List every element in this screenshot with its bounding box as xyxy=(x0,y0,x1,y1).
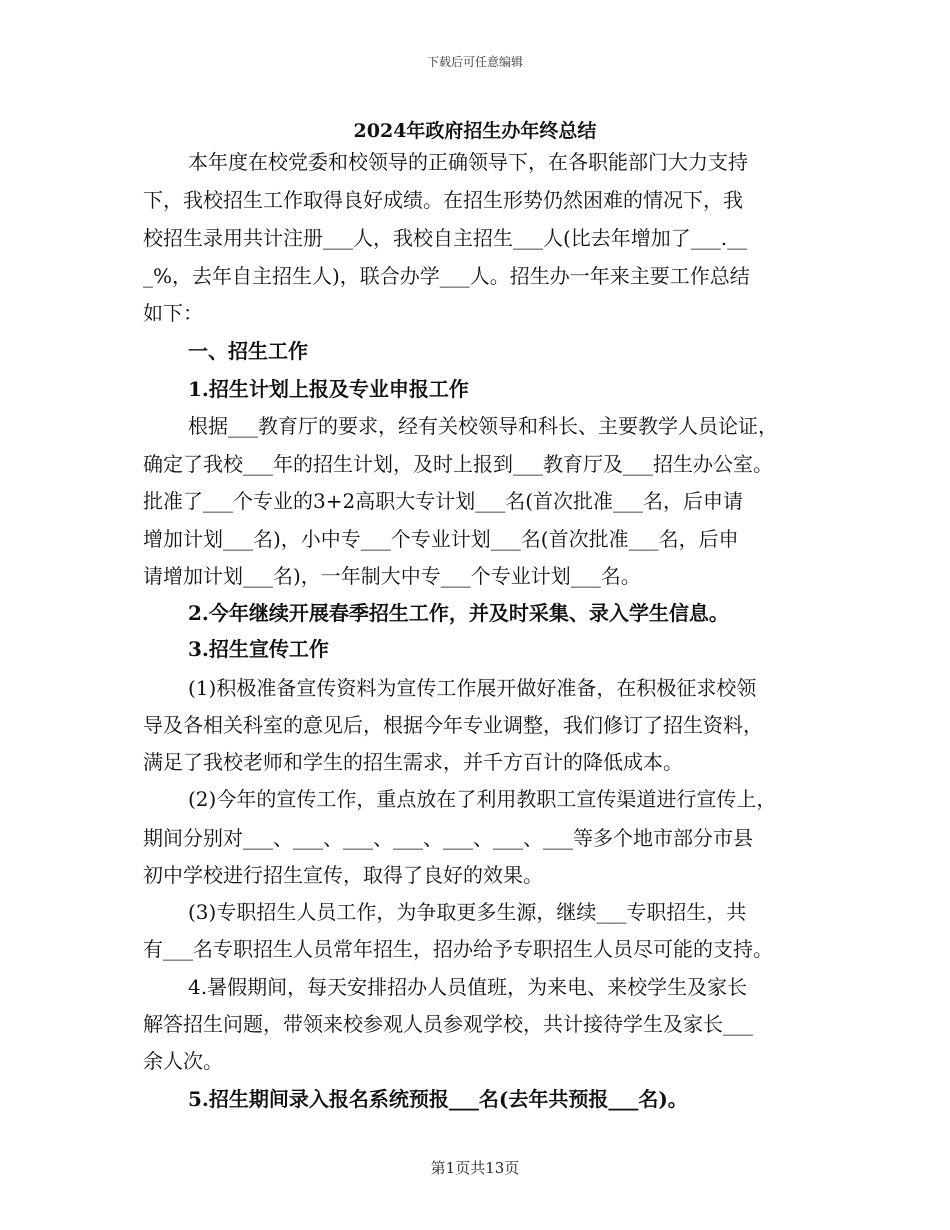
paragraph-line: (1)积极准备宣传资料为宣传工作展开做好准备，在积极征求校领 xyxy=(188,676,757,700)
paragraph-line: 确定了我校___年的招生计划，及时上报到___教育厅及___招生办公室。 xyxy=(143,452,773,476)
subsection-heading: 5.招生期间录入报名系统预报___名(去年共预报___名)。 xyxy=(188,1087,688,1111)
paragraph-line: 满足了我校老师和学生的招生需求，并千方百计的降低成本。 xyxy=(143,750,683,774)
paragraph-line: 本年度在校党委和校领导的正确领导下，在各职能部门大力支持 xyxy=(188,150,748,174)
paragraph-line: 根据___教育厅的要求，经有关校领导和科长、主要教学人员论证， xyxy=(188,414,778,438)
paragraph-line: 期间分别对___、___、___、___、___、___、___等多个地市部分市县 xyxy=(143,826,753,850)
paragraph-line: 请增加计划___名)，一年制大中专___个专业计划___名。 xyxy=(143,564,641,588)
paragraph-line: 如下： xyxy=(143,301,203,325)
paragraph-line: 有___名专职招生人员常年招生，招办给予专职招生人员尽可能的支持。 xyxy=(143,937,773,961)
paragraph-line: _%，去年自主招生人)，联合办学___人。招生办一年来主要工作总结 xyxy=(143,264,750,288)
paragraph-line: 余人次。 xyxy=(143,1049,223,1073)
paragraph-line: 初中学校进行招生宣传，取得了良好的效果。 xyxy=(143,863,543,887)
subsection-heading: 2.今年继续开展春季招生工作，并及时采集、录入学生信息。 xyxy=(188,601,729,625)
header-note: 下载后可任意编辑 xyxy=(426,55,523,69)
paragraph-line: 批准了___个专业的3+2高职大专计划___名(首次批准___名，后申请 xyxy=(143,489,744,513)
paragraph-line: (3)专职招生人员工作，为争取更多生源，继续___专职招生，共 xyxy=(188,900,747,924)
document-title: 2024年政府招生办年终总结 xyxy=(353,120,597,142)
page-footer: 第1页共13页 xyxy=(430,1159,520,1177)
section-heading: 一、招生工作 xyxy=(188,339,308,363)
paragraph-line: 下，我校招生工作取得良好成绩。在招生形势仍然困难的情况下，我 xyxy=(143,188,743,212)
paragraph-line: (2)今年的宣传工作，重点放在了利用教职工宣传渠道进行宣传上， xyxy=(188,787,777,811)
paragraph-line: 导及各相关科室的意见后，根据今年专业调整，我们修订了招生资料， xyxy=(143,713,763,737)
paragraph-line: 4.暑假期间，每天安排招办人员值班，为来电、来校学生及家长 xyxy=(188,975,748,999)
paragraph-line: 校招生录用共计注册___人，我校自主招生___人(比去年增加了___.__ xyxy=(143,226,748,250)
paragraph-line: 解答招生问题，带领来校参观人员参观学校，共计接待学生及家长___ xyxy=(143,1012,753,1036)
paragraph-line: 增加计划___名)，小中专___个专业计划___名(首次批准___名，后申 xyxy=(143,527,739,551)
subsection-heading: 1.招生计划上报及专业申报工作 xyxy=(188,377,469,401)
subsection-heading: 3.招生宣传工作 xyxy=(188,637,329,661)
